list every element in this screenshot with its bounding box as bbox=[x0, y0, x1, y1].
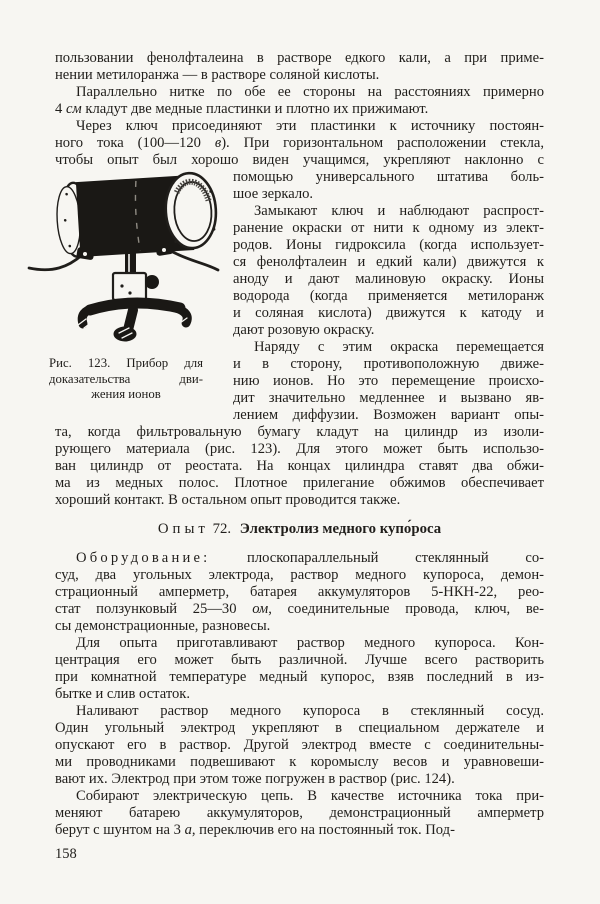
text-line: та, когда фильтровальную бумагу кладут на цилиндр из изоли- bbox=[55, 424, 544, 440]
text-line: Оборудование: плоскопараллельный стеклянный со- bbox=[76, 550, 544, 566]
text-line: и в сторону, противоположную движе- bbox=[233, 356, 544, 372]
text-line: помощью универсального штатива боль- bbox=[233, 169, 544, 185]
page-number: 158 bbox=[55, 846, 77, 862]
experiment-title: Электролиз медного купо́роса bbox=[239, 521, 442, 537]
text-line: родов. Ионы гидроксила (когда использует- bbox=[233, 237, 544, 253]
text-line: Один угольный электрод укрепляют в специальном держателе и bbox=[55, 720, 544, 736]
text-line: Наряду с этим окраска перемещается bbox=[254, 339, 544, 355]
text-line: чтобы опыт был хорошо виден учащимся, укрепляют наклонно с bbox=[55, 152, 544, 168]
text-line: суд, два угольных электрода, раствор медного купороса, демон- bbox=[55, 567, 544, 583]
text-line: ся фенолфталеин и едкий кали) движутся к bbox=[233, 254, 544, 270]
text-line: бытке и слив остаток. bbox=[55, 686, 191, 702]
text-line: сы демонстрационные, разновесы. bbox=[55, 618, 271, 634]
text-line: дит значительно медленнее и вызвано яв- bbox=[233, 390, 544, 406]
text-line: стат ползунковый 25—30 ом, соединительные провода, ключ, ве- bbox=[55, 601, 544, 617]
text-line: водорода (когда применяется метилоранж bbox=[233, 288, 544, 304]
experiment-label: Опыт bbox=[157, 521, 209, 537]
text-line: при комнатной температуре медный купорос, взяв последний в из- bbox=[55, 669, 544, 685]
text-line: ного тока (100—120 в). При горизонтальном расположении стекла, bbox=[55, 135, 544, 151]
text-line: ми проводниками подвешивают к коромыслу весов и уравновеши- bbox=[55, 754, 544, 770]
section-heading bbox=[55, 519, 544, 539]
text-line: шое зеркало. bbox=[233, 186, 314, 202]
text-line: Параллельно нитке по обе ее стороны на расстояниях примерно bbox=[76, 84, 544, 100]
text-line: опускают его в раствор. Другой электрод вместе с соединительны- bbox=[55, 737, 544, 753]
text-line: Через ключ присоединяют эти пластинки к источнику постоян- bbox=[76, 118, 544, 134]
text-line: жения ионов bbox=[91, 387, 161, 401]
text-line: пользовании фенолфталеина в растворе едкого кали, а при приме- bbox=[55, 50, 544, 66]
page-content bbox=[55, 50, 544, 863]
text-line: берут с шунтом на 3 а, переключив его на постоянный ток. Под- bbox=[55, 822, 455, 838]
text-line: Для опыта приготавливают раствор медного купороса. Кон- bbox=[76, 635, 544, 651]
text-line: центрация его может быть различной. Лучше всего растворить bbox=[55, 652, 544, 668]
text-line: Собирают электрическую цепь. В качестве источника тока при- bbox=[76, 788, 544, 804]
text-line: ранение окраски от нити к одному из элект- bbox=[233, 220, 544, 236]
text-line: Замыкают ключ и наблюдают распрост- bbox=[254, 203, 544, 219]
body-text-top bbox=[55, 50, 544, 169]
text-line: ма из медных полос. Плотное прилегание обжимов обеспечивает bbox=[55, 475, 544, 491]
text-line: страционный амперметр, батарея аккумуляторов 5-НКН-22, рео- bbox=[55, 584, 544, 600]
text-line: ван цилиндр от реостата. На концах цилиндра ставят два обжи- bbox=[55, 458, 544, 474]
text-line: лением диффузии. Возможен вариант опы- bbox=[233, 407, 544, 423]
text-line: вают их. Электрод при этом тоже погружен в раствор (рис. 124). bbox=[55, 771, 455, 787]
body-text-equipment-section bbox=[55, 550, 544, 839]
text-line: и соляная кислота) движутся к катоду и bbox=[233, 305, 544, 321]
text-line: дают розовую окраску. bbox=[233, 322, 375, 338]
text-line: нении метилоранжа — в растворе соляной кислоты. bbox=[55, 67, 380, 83]
text-line: 4 см кладут две медные пластинки и плотно их прижимают. bbox=[55, 101, 429, 117]
text-line: меняют батарею аккумуляторов, демонстрационный амперметр bbox=[55, 805, 544, 821]
body-text-beside-figure bbox=[233, 169, 544, 424]
text-line: хороший контакт. В остальном опыт проводится также. bbox=[55, 492, 401, 508]
text-line: нию ионов. Но это перемещение происхо- bbox=[233, 373, 544, 389]
body-text-after-figure bbox=[55, 424, 544, 509]
text-line: аноду и дают малиновую окраску. Ионы bbox=[233, 271, 544, 287]
text-line: Наливают раствор медного купороса в стеклянный сосуд. bbox=[76, 703, 544, 719]
text-line: Рис. 123. Прибор для bbox=[49, 356, 203, 370]
text-line: рующего материала (рис. 123). Для этого может быть использо- bbox=[55, 441, 544, 457]
text-line: доказательства дви- bbox=[49, 371, 203, 386]
experiment-number: 72. bbox=[212, 521, 232, 537]
